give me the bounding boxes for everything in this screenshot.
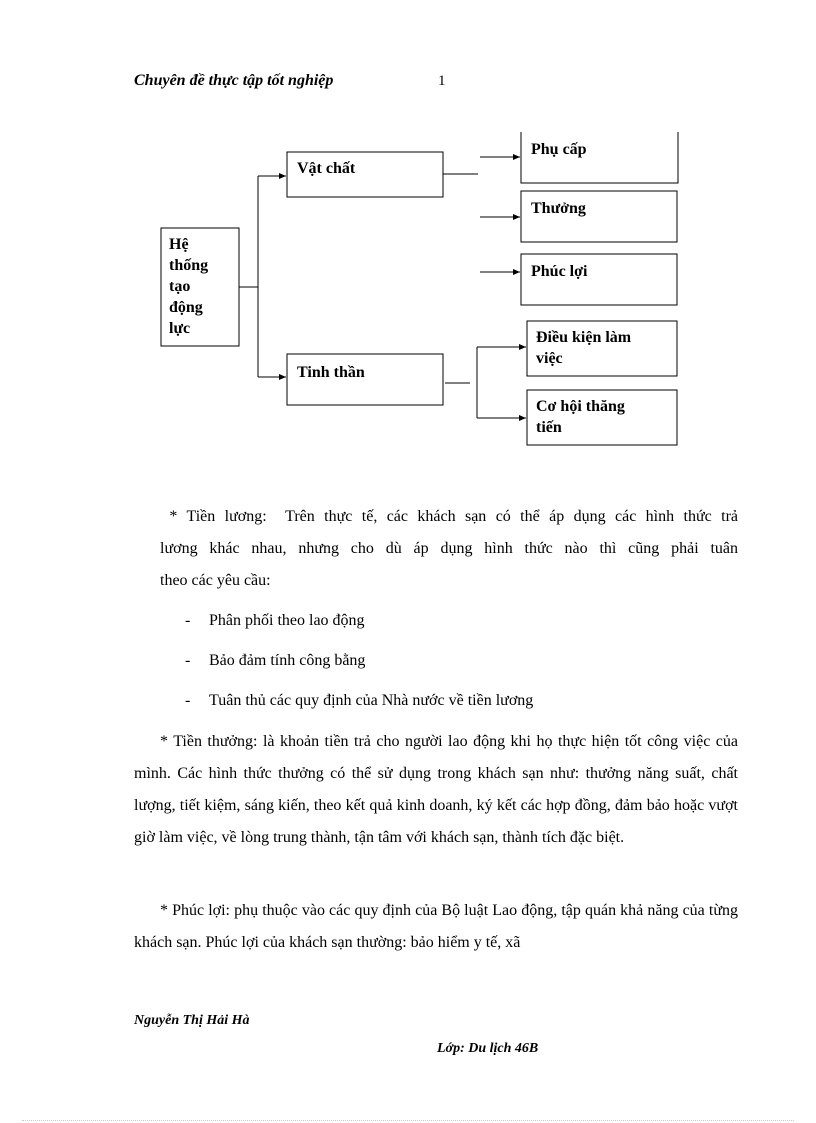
page-number: 1 xyxy=(438,73,446,89)
motivation-diagram xyxy=(0,0,816,470)
document-page: Chuyên đề thực tập tốt nghiệp 1 Hệ thống tạo động lực Vật chất Tinh thần Phụ cấp Thưởng Phúc lợi Điều kiện làm việc Cơ hội thăng tiến * Tiền lương: Trên thực tế, các khách sạn có thể áp dụng các hình thức trả lương khác nhau, nhưng cho dù áp dụng hình thức nào thì cũng phải tuân theo các yêu cầu: - Phân phối theo lao động - Bảo đảm tính công bằng - Tuân thủ các quy định của Nhà nước về tiền lương * Tiền thưởng: là khoản tiền trả cho người lao động khi họ thực hiện tốt công việc của mình. Các hình thức thưởng có thể sử dụng trong khách sạn như: thưởng năng suất, chất lượng, tiết kiệm, sáng kiến, theo kết quả kinh doanh, ký kết các hợp đồng, đảm bảo hoặc vượt giờ làm việc, về lòng trung thành, tận tâm với khách sạn, thành tích đặc biệt. * Phúc lợi: phụ thuộc vào các quy định của Bộ luật Lao động, tập quán khả năng của từng khách sạn. Phúc lợi của khách sạn thường: bảo hiểm y tế, xã Nguyễn Thị Hải Hà Lớp: Du lịch 46B xyxy=(0,0,816,1123)
spiritual-label: Tinh thần xyxy=(297,364,365,381)
para-welfare: * Phúc lợi: phụ thuộc vào các quy định của Bộ luật Lao động, tập quán khả năng của từng khách sạn. Phúc lợi của khách sạn thường: bảo hiểm y tế, xã xyxy=(134,902,738,951)
dieu-kien-label: Điều kiện làm việc xyxy=(536,329,632,367)
page-bottom-rule xyxy=(22,1120,794,1121)
co-hoi-label: Cơ hội thăng tiến xyxy=(536,398,625,436)
root-label: Hệ thống tạo động lực xyxy=(169,236,209,337)
class-label: Lớp: Du lịch 46B xyxy=(437,1041,539,1056)
para-bonus: * Tiền thưởng: là khoản tiền trả cho người lao động khi họ thực hiện tốt công việc của mình. Các hình thức thưởng có thể sử dụng trong khách sạn như: thưởng năng suất, chất lượng, tiết kiệm, sáng kiến, theo kết quả kinh doanh, ký kết các hợp đồng, đảm bảo hoặc vượt giờ làm việc, về lòng trung thành, tận tâm với khách sạn, thành tích đặc biệt. xyxy=(134,733,738,846)
phu-cap-label: Phụ cấp xyxy=(531,141,587,158)
header-title: Chuyên đề thực tập tốt nghiệp xyxy=(134,72,334,89)
material-label: Vật chất xyxy=(297,160,356,177)
para-salary: * Tiền lương: Trên thực tế, các khách sạn có thể áp dụng các hình thức trả lương khác nhau, nhưng cho dù áp dụng hình thức nào thì cũng phải tuân theo các yêu cầu: xyxy=(160,508,738,589)
thuong-label: Thưởng xyxy=(531,200,586,217)
author-name: Nguyễn Thị Hải Hà xyxy=(134,1013,250,1028)
phuc-loi-label: Phúc lợi xyxy=(531,263,588,280)
